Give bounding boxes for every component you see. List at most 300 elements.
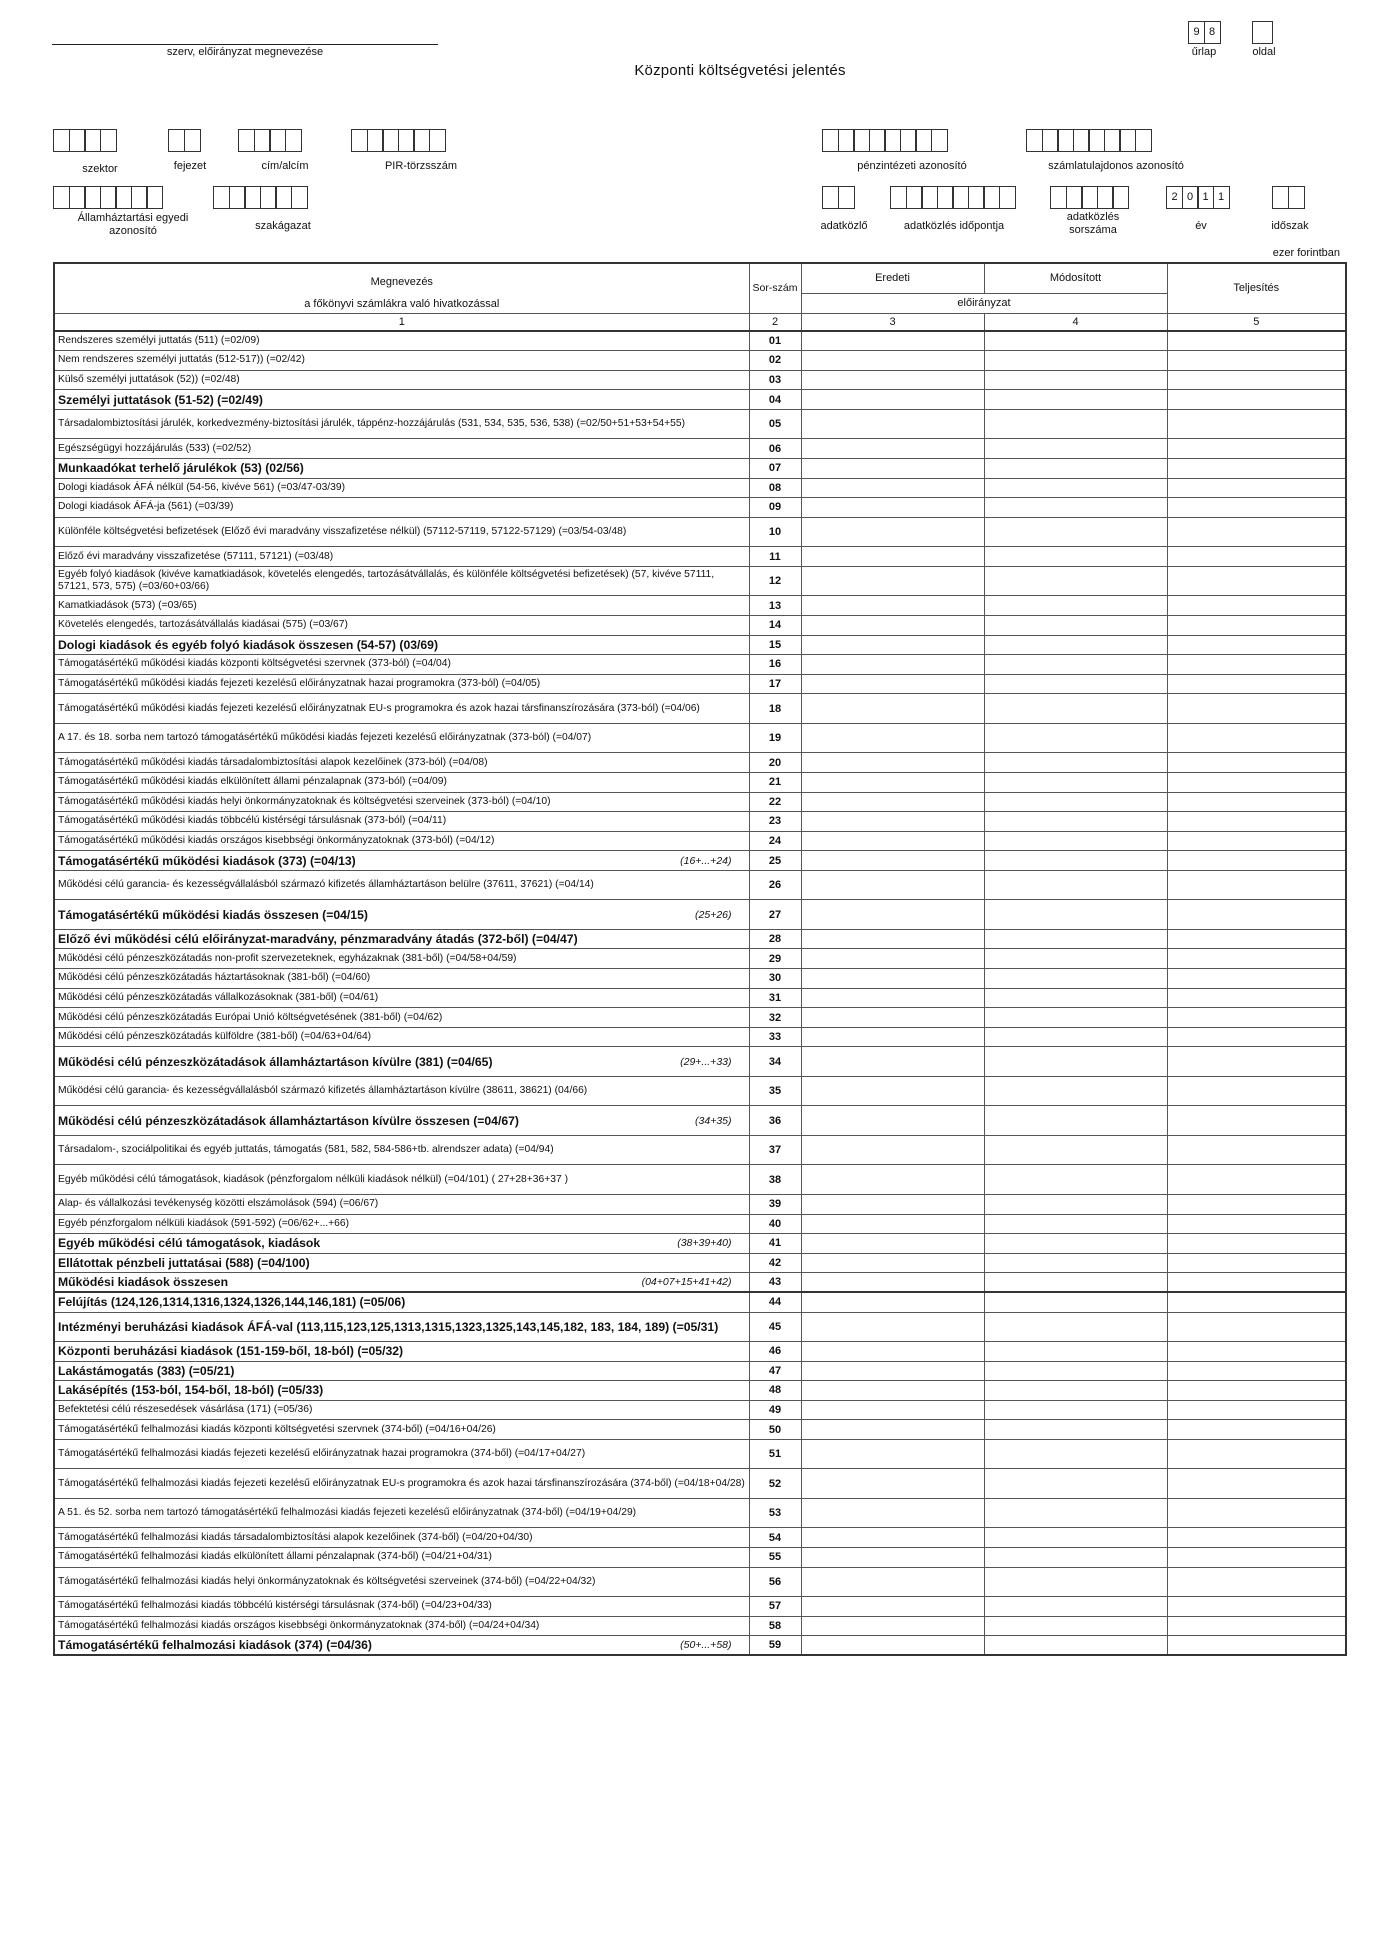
value-cell-modositott[interactable]	[984, 1597, 1167, 1617]
value-cell-eredeti[interactable]	[801, 900, 984, 930]
value-cell-teljesites[interactable]	[1167, 1439, 1346, 1469]
value-cell-teljesites[interactable]	[1167, 547, 1346, 567]
value-cell-teljesites[interactable]	[1167, 1076, 1346, 1106]
row-number: 10	[749, 517, 801, 547]
value-cell-teljesites[interactable]	[1167, 478, 1346, 498]
szakagazat-label: szakágazat	[255, 220, 311, 232]
value-cell-eredeti[interactable]	[801, 1214, 984, 1234]
value-cell-modositott[interactable]	[984, 1008, 1167, 1028]
value-cell-modositott[interactable]	[984, 900, 1167, 930]
value-cell-modositott[interactable]	[984, 812, 1167, 832]
value-cell-teljesites[interactable]	[1167, 331, 1346, 351]
value-cell-teljesites[interactable]	[1167, 1214, 1346, 1234]
value-cell-teljesites[interactable]	[1167, 1381, 1346, 1401]
row-number: 26	[749, 870, 801, 900]
value-cell-modositott[interactable]	[984, 1135, 1167, 1165]
page-digit[interactable]	[1252, 21, 1273, 44]
value-cell-modositott[interactable]	[984, 566, 1167, 596]
value-cell-teljesites[interactable]	[1167, 1528, 1346, 1548]
col-header-name: Megnevezés a főkönyvi számlákra való hivatkozással	[54, 263, 749, 313]
row-name: Támogatásértékű felhalmozási kiadás társadalombiztosítási alapok kezelőinek (374-ből) (=04/20+04/30)	[58, 1531, 533, 1543]
value-cell-modositott[interactable]	[984, 753, 1167, 773]
value-cell-eredeti[interactable]	[801, 547, 984, 567]
value-cell-teljesites[interactable]	[1167, 1567, 1346, 1597]
row-number: 39	[749, 1194, 801, 1214]
table-row	[54, 1616, 1346, 1636]
table-row	[54, 772, 1346, 792]
row-label	[54, 458, 749, 478]
value-cell-teljesites[interactable]	[1167, 1469, 1346, 1499]
table-row	[54, 351, 1346, 371]
value-cell-teljesites[interactable]	[1167, 1273, 1346, 1293]
value-cell-modositott[interactable]	[984, 870, 1167, 900]
value-cell-teljesites[interactable]	[1167, 723, 1346, 753]
table-row	[54, 547, 1346, 567]
row-name: Lakástámogatás (383) (=05/21)	[58, 1363, 235, 1378]
col-number: 5	[1167, 313, 1346, 331]
value-cell-teljesites[interactable]	[1167, 772, 1346, 792]
value-cell-modositott[interactable]	[984, 1381, 1167, 1401]
value-cell-teljesites[interactable]	[1167, 1361, 1346, 1381]
value-cell-eredeti[interactable]	[801, 1253, 984, 1273]
value-cell-modositott[interactable]	[984, 1498, 1167, 1528]
value-cell-teljesites[interactable]	[1167, 1253, 1346, 1273]
value-cell-modositott[interactable]	[984, 792, 1167, 812]
row-label	[54, 851, 749, 871]
table-row	[54, 1439, 1346, 1469]
value-cell-teljesites[interactable]	[1167, 1292, 1346, 1312]
value-cell-eredeti[interactable]	[801, 870, 984, 900]
year-digit[interactable]: 1	[1213, 186, 1230, 209]
value-cell-modositott[interactable]	[984, 1439, 1167, 1469]
penzintezeti-boxes[interactable]	[822, 129, 946, 152]
value-cell-teljesites[interactable]	[1167, 498, 1346, 518]
value-cell-modositott[interactable]	[984, 615, 1167, 635]
value-cell-modositott[interactable]	[984, 674, 1167, 694]
table-row	[54, 969, 1346, 989]
value-cell-eredeti[interactable]	[801, 1292, 984, 1312]
value-cell-eredeti[interactable]	[801, 1567, 984, 1597]
table-row	[54, 1234, 1346, 1254]
row-name: Működési célú pénzeszközátadások államháztartáson kívülre (381) (=04/65)	[58, 1054, 493, 1069]
table-row	[54, 1106, 1346, 1136]
value-cell-eredeti[interactable]	[801, 792, 984, 812]
table-row	[54, 929, 1346, 949]
row-number: 17	[749, 674, 801, 694]
value-cell-eredeti[interactable]	[801, 1420, 984, 1440]
value-cell-modositott[interactable]	[984, 1106, 1167, 1136]
value-cell-teljesites[interactable]	[1167, 1234, 1346, 1254]
value-cell-eredeti[interactable]	[801, 1047, 984, 1077]
form-label: űrlap	[1191, 46, 1217, 58]
value-cell-eredeti[interactable]	[801, 1194, 984, 1214]
row-name: Működési célú garancia- és kezességvállalásból származó kifizetés államháztartáson belülre (37611, 37621) (=04/14)	[58, 879, 594, 891]
value-cell-modositott[interactable]	[984, 969, 1167, 989]
value-cell-modositott[interactable]	[984, 1194, 1167, 1214]
form-digit[interactable]: 8	[1204, 21, 1221, 44]
row-label	[54, 409, 749, 439]
value-cell-modositott[interactable]	[984, 1636, 1167, 1656]
row-name: Követelés elengedés, tartozásátvállalás kiadásai (575) (=03/67)	[58, 619, 348, 631]
value-cell-modositott[interactable]	[984, 517, 1167, 547]
table-row	[54, 370, 1346, 390]
row-number: 14	[749, 615, 801, 635]
value-cell-eredeti[interactable]	[801, 615, 984, 635]
value-cell-eredeti[interactable]	[801, 1439, 984, 1469]
table-row	[54, 694, 1346, 724]
col-header-eloiranyzat: előirányzat	[801, 293, 1167, 313]
value-cell-teljesites[interactable]	[1167, 674, 1346, 694]
row-number: 46	[749, 1342, 801, 1362]
value-cell-eredeti[interactable]	[801, 596, 984, 616]
row-number: 13	[749, 596, 801, 616]
row-name: Támogatásértékű felhalmozási kiadás országos kisebbségi önkormányzatoknak (374-ből) (=04/24+04/34)	[58, 1620, 540, 1632]
value-cell-modositott[interactable]	[984, 1400, 1167, 1420]
row-number: 41	[749, 1234, 801, 1254]
value-cell-modositott[interactable]	[984, 498, 1167, 518]
sorszama-boxes[interactable]	[1050, 186, 1128, 209]
value-cell-teljesites[interactable]	[1167, 517, 1346, 547]
table-row	[54, 1567, 1346, 1597]
value-cell-eredeti[interactable]	[801, 478, 984, 498]
row-label	[54, 1548, 749, 1568]
year-boxes[interactable]	[1166, 186, 1228, 209]
value-cell-modositott[interactable]	[984, 655, 1167, 675]
value-cell-eredeti[interactable]	[801, 1597, 984, 1617]
value-cell-teljesites[interactable]	[1167, 409, 1346, 439]
value-cell-teljesites[interactable]	[1167, 1597, 1346, 1617]
row-name: Működési célú pénzeszközátadás Európai Unió költségvetésének (381-ből) (=04/62)	[58, 1011, 443, 1023]
value-cell-teljesites[interactable]	[1167, 1047, 1346, 1077]
value-cell-teljesites[interactable]	[1167, 1165, 1346, 1195]
row-number: 01	[749, 331, 801, 351]
value-cell-modositott[interactable]	[984, 1342, 1167, 1362]
row-name: Társadalombiztosítási járulék, korkedvezmény-biztosítási járulék, táppénz-hozzájárulás (531, 534, 535, 536, 538) (=02/50+51+53+54+55)	[58, 418, 686, 430]
table-row	[54, 1597, 1346, 1617]
page-label: oldal	[1252, 46, 1276, 58]
value-cell-modositott[interactable]	[984, 547, 1167, 567]
row-sum-formula: (04+07+15+41+42)	[641, 1276, 732, 1289]
row-number: 37	[749, 1135, 801, 1165]
value-cell-teljesites[interactable]	[1167, 370, 1346, 390]
row-number: 40	[749, 1214, 801, 1234]
value-cell-modositott[interactable]	[984, 1076, 1167, 1106]
value-cell-teljesites[interactable]	[1167, 1400, 1346, 1420]
value-cell-eredeti[interactable]	[801, 635, 984, 655]
value-cell-teljesites[interactable]	[1167, 929, 1346, 949]
value-cell-teljesites[interactable]	[1167, 458, 1346, 478]
value-cell-eredeti[interactable]	[801, 1008, 984, 1028]
value-cell-teljesites[interactable]	[1167, 390, 1346, 410]
value-cell-teljesites[interactable]	[1167, 1312, 1346, 1342]
row-name: Külső személyi juttatások (52)) (=02/48)	[58, 373, 240, 385]
value-cell-eredeti[interactable]	[801, 1469, 984, 1499]
value-cell-teljesites[interactable]	[1167, 949, 1346, 969]
row-name: Támogatásértékű működési kiadás elkülönített állami pénzalapnak (373-ból) (=04/09)	[58, 776, 447, 788]
value-cell-modositott[interactable]	[984, 949, 1167, 969]
value-cell-modositott[interactable]	[984, 694, 1167, 724]
value-cell-teljesites[interactable]	[1167, 596, 1346, 616]
value-cell-teljesites[interactable]	[1167, 439, 1346, 459]
value-cell-eredeti[interactable]	[801, 1165, 984, 1195]
value-cell-teljesites[interactable]	[1167, 1636, 1346, 1656]
row-number: 08	[749, 478, 801, 498]
idopont-boxes[interactable]	[890, 186, 1014, 209]
table-row	[54, 596, 1346, 616]
value-cell-teljesites[interactable]	[1167, 1106, 1346, 1136]
value-cell-teljesites[interactable]	[1167, 900, 1346, 930]
value-cell-modositott[interactable]	[984, 831, 1167, 851]
org-name-line[interactable]	[52, 44, 438, 45]
value-cell-teljesites[interactable]	[1167, 1008, 1346, 1028]
value-cell-eredeti[interactable]	[801, 1616, 984, 1636]
value-cell-modositott[interactable]	[984, 1548, 1167, 1568]
value-cell-teljesites[interactable]	[1167, 1420, 1346, 1440]
row-number: 32	[749, 1008, 801, 1028]
row-name: Nem rendszeres személyi juttatás (512-517)) (=02/42)	[58, 354, 305, 366]
value-cell-teljesites[interactable]	[1167, 1342, 1346, 1362]
value-cell-modositott[interactable]	[984, 929, 1167, 949]
value-cell-teljesites[interactable]	[1167, 1194, 1346, 1214]
table-row	[54, 723, 1346, 753]
value-cell-modositott[interactable]	[984, 851, 1167, 871]
value-cell-modositott[interactable]	[984, 1420, 1167, 1440]
value-cell-modositott[interactable]	[984, 596, 1167, 616]
row-label	[54, 792, 749, 812]
value-cell-teljesites[interactable]	[1167, 1548, 1346, 1568]
row-label	[54, 1027, 749, 1047]
value-cell-teljesites[interactable]	[1167, 1027, 1346, 1047]
value-cell-eredeti[interactable]	[801, 1312, 984, 1342]
row-label	[54, 1312, 749, 1342]
value-cell-eredeti[interactable]	[801, 1027, 984, 1047]
szakagazat-boxes[interactable]	[213, 186, 306, 209]
szektor-boxes[interactable]	[53, 129, 115, 152]
table-row	[54, 831, 1346, 851]
value-cell-eredeti[interactable]	[801, 969, 984, 989]
value-cell-modositott[interactable]	[984, 723, 1167, 753]
value-cell-teljesites[interactable]	[1167, 792, 1346, 812]
value-cell-eredeti[interactable]	[801, 988, 984, 1008]
value-cell-eredeti[interactable]	[801, 694, 984, 724]
value-cell-teljesites[interactable]	[1167, 694, 1346, 724]
value-cell-modositott[interactable]	[984, 1528, 1167, 1548]
value-cell-eredeti[interactable]	[801, 1106, 984, 1136]
value-cell-modositott[interactable]	[984, 458, 1167, 478]
value-cell-eredeti[interactable]	[801, 1273, 984, 1293]
row-number: 52	[749, 1469, 801, 1499]
value-cell-modositott[interactable]	[984, 390, 1167, 410]
table-row	[54, 615, 1346, 635]
page-number-box[interactable]	[1252, 21, 1272, 44]
row-label	[54, 635, 749, 655]
value-cell-eredeti[interactable]	[801, 390, 984, 410]
table-row	[54, 655, 1346, 675]
value-cell-teljesites[interactable]	[1167, 566, 1346, 596]
value-cell-teljesites[interactable]	[1167, 1616, 1346, 1636]
value-cell-teljesites[interactable]	[1167, 655, 1346, 675]
value-cell-eredeti[interactable]	[801, 929, 984, 949]
value-cell-eredeti[interactable]	[801, 1135, 984, 1165]
year-digit[interactable]: 1	[1197, 186, 1214, 209]
row-number: 47	[749, 1361, 801, 1381]
value-cell-eredeti[interactable]	[801, 851, 984, 871]
value-cell-modositott[interactable]	[984, 331, 1167, 351]
value-cell-eredeti[interactable]	[801, 723, 984, 753]
value-cell-eredeti[interactable]	[801, 458, 984, 478]
row-label	[54, 1567, 749, 1597]
value-cell-teljesites[interactable]	[1167, 615, 1346, 635]
value-cell-eredeti[interactable]	[801, 1076, 984, 1106]
szamlatulajdonos-boxes[interactable]	[1026, 129, 1150, 152]
table-row	[54, 635, 1346, 655]
row-number: 30	[749, 969, 801, 989]
row-label	[54, 1498, 749, 1528]
row-number: 24	[749, 831, 801, 851]
value-cell-modositott[interactable]	[984, 409, 1167, 439]
value-cell-eredeti[interactable]	[801, 753, 984, 773]
adatkozlo-boxes[interactable]	[822, 186, 853, 209]
value-cell-modositott[interactable]	[984, 478, 1167, 498]
value-cell-eredeti[interactable]	[801, 439, 984, 459]
row-number: 54	[749, 1528, 801, 1548]
row-label	[54, 547, 749, 567]
penzintezeti-label: pénzintézeti azonosító	[857, 160, 967, 172]
value-cell-eredeti[interactable]	[801, 1528, 984, 1548]
row-name: Támogatásértékű felhalmozási kiadás elkülönített állami pénzalapnak (374-ből) (=04/21+04/31)	[58, 1551, 492, 1563]
value-cell-teljesites[interactable]	[1167, 988, 1346, 1008]
value-cell-eredeti[interactable]	[801, 1400, 984, 1420]
value-cell-eredeti[interactable]	[801, 517, 984, 547]
row-label	[54, 1273, 749, 1293]
value-cell-modositott[interactable]	[984, 351, 1167, 371]
value-cell-teljesites[interactable]	[1167, 351, 1346, 371]
value-cell-eredeti[interactable]	[801, 498, 984, 518]
value-cell-eredeti[interactable]	[801, 1381, 984, 1401]
row-number: 55	[749, 1548, 801, 1568]
row-label	[54, 596, 749, 616]
value-cell-eredeti[interactable]	[801, 409, 984, 439]
value-cell-eredeti[interactable]	[801, 655, 984, 675]
row-name: Támogatásértékű működési kiadás országos kisebbségi önkormányzatoknak (373-ból) (=04/12)	[58, 834, 495, 846]
value-cell-eredeti[interactable]	[801, 772, 984, 792]
value-cell-modositott[interactable]	[984, 439, 1167, 459]
value-cell-modositott[interactable]	[984, 1234, 1167, 1254]
table-row	[54, 1548, 1346, 1568]
year-digit[interactable]: 0	[1182, 186, 1199, 209]
row-name: Egyéb működési célú támogatások, kiadások (pénzforgalom nélküli kiadások nélkül) (=04/101) ( 27+28+36+37 )	[58, 1173, 568, 1185]
row-number: 35	[749, 1076, 801, 1106]
value-cell-teljesites[interactable]	[1167, 831, 1346, 851]
value-cell-teljesites[interactable]	[1167, 635, 1346, 655]
value-cell-teljesites[interactable]	[1167, 851, 1346, 871]
allamhaztartasi-boxes[interactable]	[53, 186, 162, 209]
value-cell-teljesites[interactable]	[1167, 1498, 1346, 1528]
value-cell-modositott[interactable]	[984, 1273, 1167, 1293]
row-name: Működési célú pénzeszközátadás vállalkozásoknak (381-ből) (=04/61)	[58, 991, 379, 1003]
value-cell-eredeti[interactable]	[801, 1636, 984, 1656]
col-header-modositott: Módosított	[984, 263, 1167, 293]
pir-boxes[interactable]	[351, 129, 444, 152]
year-label: év	[1195, 220, 1207, 232]
value-cell-modositott[interactable]	[984, 1292, 1167, 1312]
value-cell-modositott[interactable]	[984, 1567, 1167, 1597]
row-name: Működési célú pénzeszközátadások államháztartáson kívülre összesen (=04/67)	[58, 1113, 519, 1128]
col-header-eredeti: Eredeti	[801, 263, 984, 293]
value-cell-eredeti[interactable]	[801, 331, 984, 351]
cim-boxes[interactable]	[238, 129, 300, 152]
row-label	[54, 331, 749, 351]
value-cell-eredeti[interactable]	[801, 1498, 984, 1528]
value-cell-eredeti[interactable]	[801, 351, 984, 371]
row-name: Előző évi maradvány visszafizetése (57111, 57121) (=03/48)	[58, 550, 334, 562]
row-name: Támogatásértékű felhalmozási kiadás többcélú kistérségi társulásnak (374-ből) (=04/23+04/33)	[58, 1600, 492, 1612]
value-cell-modositott[interactable]	[984, 370, 1167, 390]
value-cell-eredeti[interactable]	[801, 1548, 984, 1568]
form-digit[interactable]: 9	[1188, 21, 1205, 44]
row-number: 45	[749, 1312, 801, 1342]
row-label	[54, 1135, 749, 1165]
table-row	[54, 1292, 1346, 1312]
row-label	[54, 1047, 749, 1077]
fejezet-boxes[interactable]	[168, 129, 199, 152]
year-digit[interactable]: 2	[1166, 186, 1183, 209]
value-cell-eredeti[interactable]	[801, 831, 984, 851]
row-name: Különféle költségvetési befizetések (Előző évi maradvány visszafizetése nélkül) (57112-57119, 57122-57129) (=03/54-03/48)	[58, 526, 627, 537]
value-cell-eredeti[interactable]	[801, 812, 984, 832]
value-cell-eredeti[interactable]	[801, 1361, 984, 1381]
row-label	[54, 615, 749, 635]
value-cell-modositott[interactable]	[984, 988, 1167, 1008]
value-cell-teljesites[interactable]	[1167, 1135, 1346, 1165]
value-cell-modositott[interactable]	[984, 1253, 1167, 1273]
table-row	[54, 1381, 1346, 1401]
row-name: Dologi kiadások ÁFÁ nélkül (54-56, kivéve 561) (=03/47-03/39)	[58, 481, 346, 493]
form-number-boxes[interactable]	[1188, 21, 1219, 44]
value-cell-eredeti[interactable]	[801, 566, 984, 596]
value-cell-teljesites[interactable]	[1167, 969, 1346, 989]
value-cell-modositott[interactable]	[984, 1361, 1167, 1381]
value-cell-eredeti[interactable]	[801, 674, 984, 694]
value-cell-eredeti[interactable]	[801, 370, 984, 390]
value-cell-modositott[interactable]	[984, 1469, 1167, 1499]
value-cell-modositott[interactable]	[984, 1616, 1167, 1636]
table-row	[54, 1342, 1346, 1362]
table-row	[54, 1008, 1346, 1028]
value-cell-modositott[interactable]	[984, 635, 1167, 655]
value-cell-teljesites[interactable]	[1167, 753, 1346, 773]
value-cell-modositott[interactable]	[984, 1214, 1167, 1234]
value-cell-modositott[interactable]	[984, 1027, 1167, 1047]
row-label	[54, 753, 749, 773]
row-number: 36	[749, 1106, 801, 1136]
value-cell-modositott[interactable]	[984, 772, 1167, 792]
fejezet-label: fejezet	[173, 160, 207, 172]
value-cell-eredeti[interactable]	[801, 949, 984, 969]
row-label	[54, 1292, 749, 1312]
value-cell-eredeti[interactable]	[801, 1234, 984, 1254]
value-cell-modositott[interactable]	[984, 1312, 1167, 1342]
row-name: Támogatásértékű működési kiadás helyi önkormányzatoknak és költségvetési szerveinek (373-ból) (=04/10)	[58, 795, 551, 807]
idoszak-boxes[interactable]	[1272, 186, 1303, 209]
value-cell-teljesites[interactable]	[1167, 812, 1346, 832]
value-cell-modositott[interactable]	[984, 1165, 1167, 1195]
table-row	[54, 331, 1346, 351]
value-cell-eredeti[interactable]	[801, 1342, 984, 1362]
row-number: 07	[749, 458, 801, 478]
value-cell-teljesites[interactable]	[1167, 870, 1346, 900]
value-cell-modositott[interactable]	[984, 1047, 1167, 1077]
